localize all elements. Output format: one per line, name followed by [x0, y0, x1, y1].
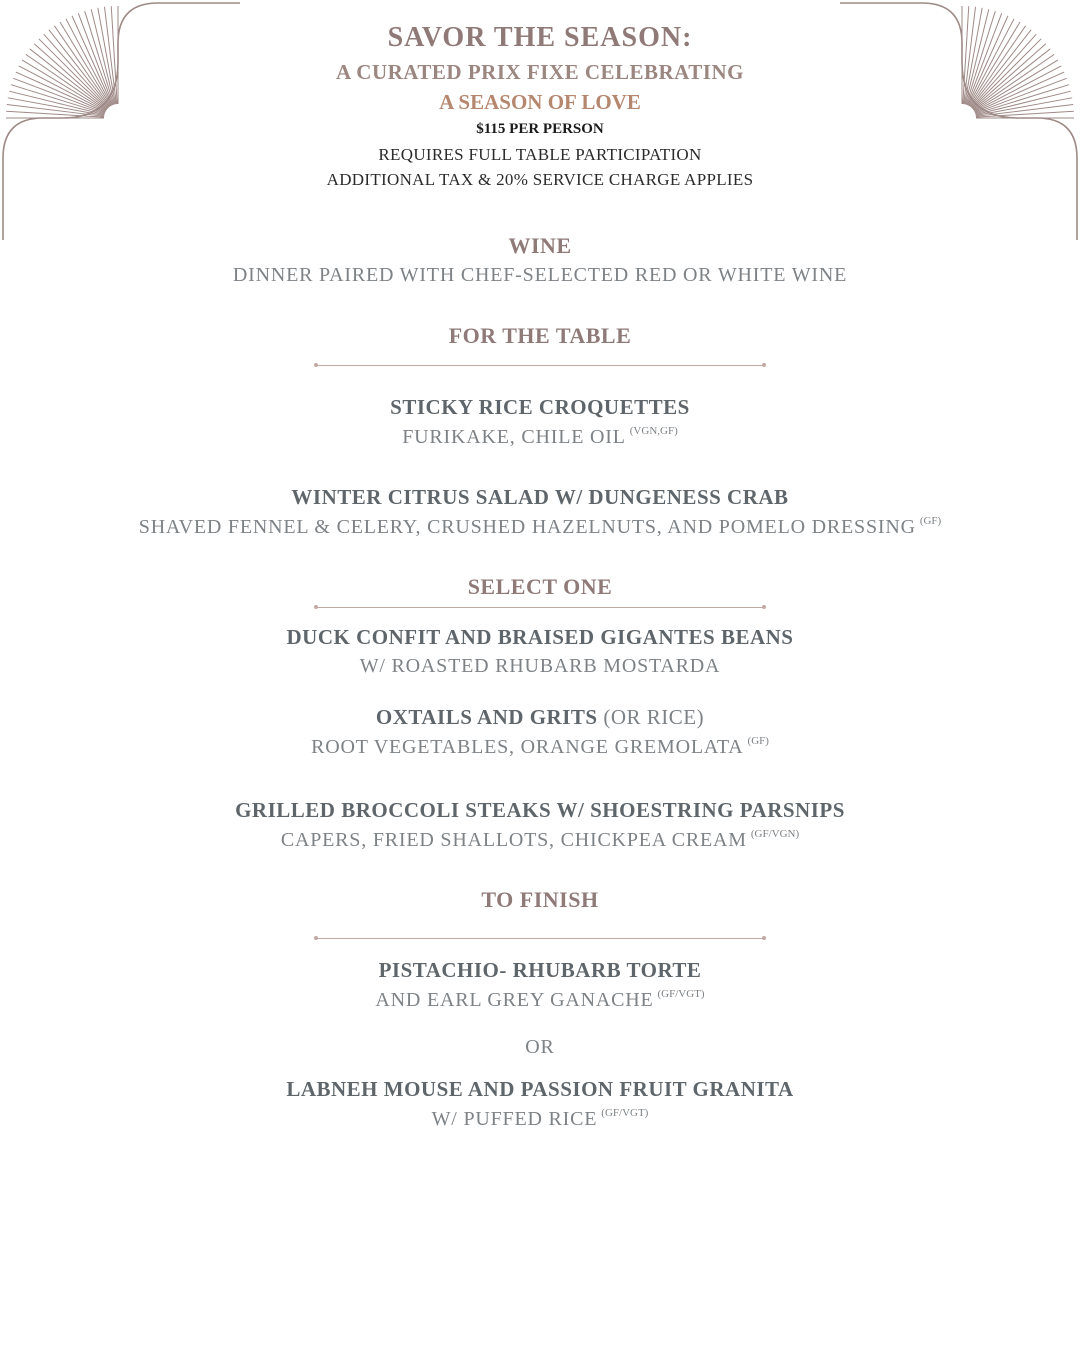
dish-name: GRILLED BROCCOLI STEAKS W/ SHOESTRING PARSNIPS — [235, 798, 845, 822]
dish-description: SHAVED FENNEL & CELERY, CRUSHED HAZELNUTS, AND POMELO DRESSING $^{(GF)}$ — [138, 515, 942, 538]
price-per-person: $115 PER PERSON — [476, 121, 604, 137]
section-divider — [316, 938, 764, 939]
dish-description: W/ ROASTED RHUBARB MOSTARDA — [359, 655, 721, 677]
dish-description: FURIKAKE, CHILE OIL $^{(VGN,GF)}$ — [402, 425, 678, 448]
dietary-note: (GF/VGN) — [750, 828, 800, 840]
dietary-note: (VGN,GF) — [629, 425, 678, 437]
wine-description: DINNER PAIRED WITH CHEF-SELECTED RED OR WHITE WINE — [232, 264, 848, 286]
dietary-note: (GF/VGT) — [657, 988, 705, 1000]
menu-subtitle: A CURATED PRIX FIXE CELEBRATING — [336, 60, 744, 84]
to-finish-heading: TO FINISH — [481, 887, 599, 912]
dish-name: STICKY RICE CROQUETTES — [390, 395, 690, 419]
dish-name: PISTACHIO- RHUBARB TORTE — [378, 958, 702, 982]
select-one-heading: SELECT ONE — [467, 574, 613, 599]
dish-name: LABNEH MOUSE AND PASSION FRUIT GRANITA — [286, 1077, 794, 1101]
dietary-note: (GF/VGT) — [601, 1107, 649, 1119]
dish-name: OXTAILS AND GRITS (OR RICE) — [375, 705, 705, 729]
menu-subtitle-love: A SEASON OF LOVE — [439, 90, 641, 114]
section-divider — [316, 607, 764, 608]
dish-name-option: (OR RICE) — [603, 705, 705, 729]
dish-name: DUCK CONFIT AND BRAISED GIGANTES BEANS — [286, 625, 794, 649]
dietary-note: (GF) — [747, 735, 769, 747]
dish-description: W/ PUFFED RICE $^{(GF/VGT)}$ — [431, 1107, 649, 1130]
tax-note: ADDITIONAL TAX & 20% SERVICE CHARGE APPLIES — [326, 170, 754, 189]
dish-description: ROOT VEGETABLES, ORANGE GREMOLATA $^{(GF)}$ — [311, 735, 769, 758]
section-divider — [316, 365, 764, 366]
participation-note: REQUIRES FULL TABLE PARTICIPATION — [378, 145, 702, 164]
for-the-table-heading: FOR THE TABLE — [448, 323, 632, 348]
wine-heading: WINE — [508, 233, 572, 258]
dish-description: CAPERS, FRIED SHALLOTS, CHICKPEA CREAM $^{(GF/VGN)}$ — [280, 828, 800, 851]
menu-title: SAVOR THE SEASON: — [387, 22, 693, 53]
dish-description: AND EARL GREY GANACHE $^{(GF/VGT)}$ — [375, 988, 705, 1011]
dietary-note: (GF) — [919, 515, 942, 527]
dish-name: WINTER CITRUS SALAD W/ DUNGENESS CRAB — [291, 485, 789, 509]
or-separator: OR — [525, 1036, 555, 1058]
